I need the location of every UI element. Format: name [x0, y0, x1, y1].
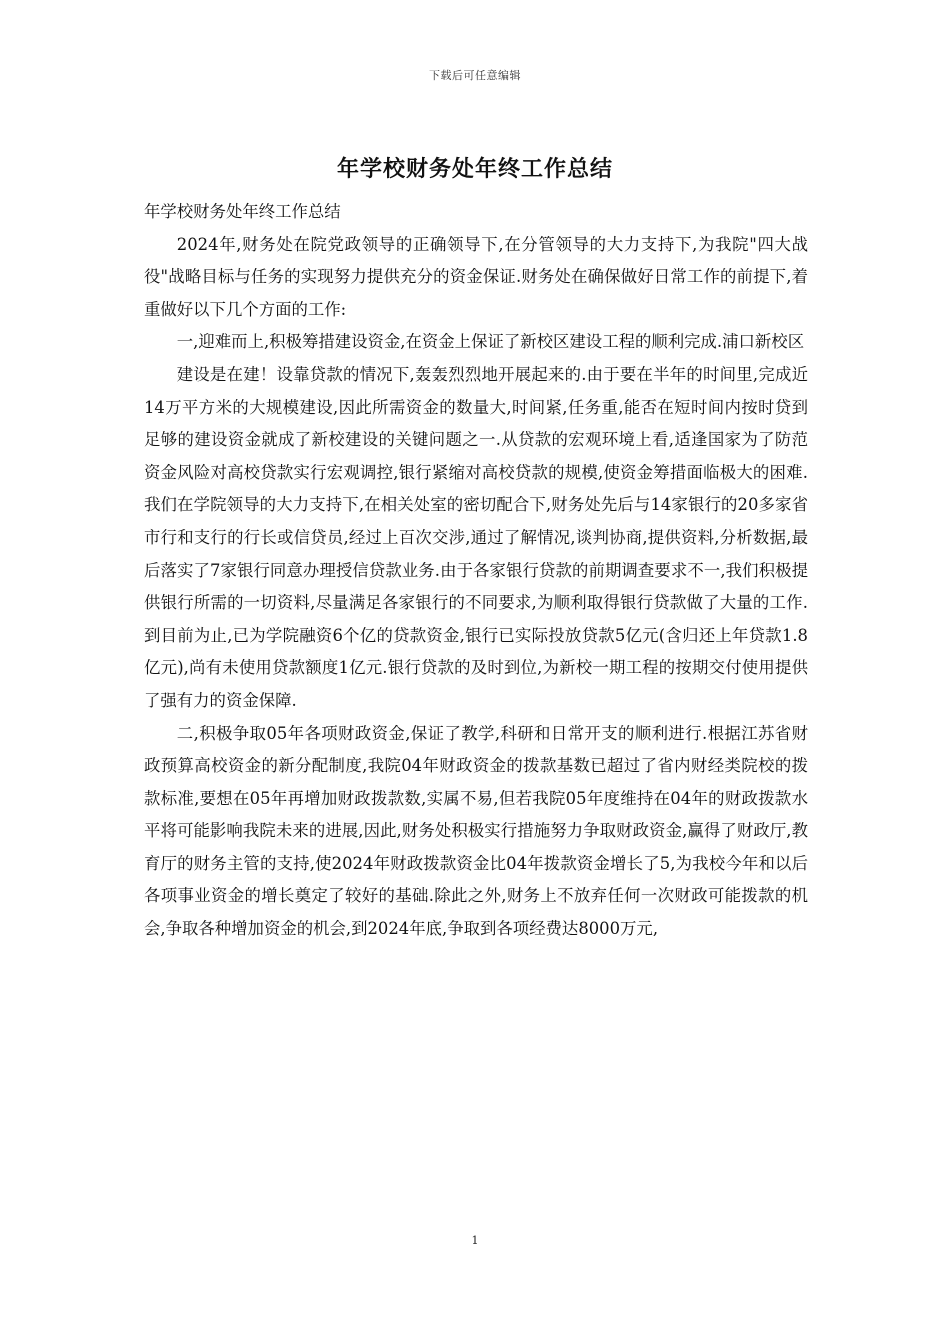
paragraph-section-one-heading: 一,迎难而上,积极筹措建设资金,在资金上保证了新校区建设工程的顺利完成.浦口新校区: [176, 332, 805, 352]
paragraph-section-two: 二,积极争取05年各项财政资金,保证了教学,科研和日常开支的顺利进行.根据江苏省财政预算高校资金的新分配制度,我院04年财政资金的拨款基数已超过了省内财经类院校的拨款标准,要想在05年再增加财政拨款数,实属不易,但若我院05年度维持在04年的财政拨款水平将可能影响我院未来的进展,因此,财务处积极实行措施努力争取财政资金,赢得了财政厅,教育厅的财务主管的支持,使2024年财政拨款资金比04年拨款资金增长了5,为我校今年和以后各项事业资金的增长奠定了较好的基础.除此之外,财务上不放弃任何一次财政可能拨款的机会,争取各种增加资金的机会,到2024年底,争取到各项经费达8000万元,: [144, 723, 808, 939]
document-subtitle: 年学校财务处年终工作总结: [144, 202, 341, 221]
page-header: 下载后可任意编辑: [429, 69, 521, 82]
document-title: 年学校财务处年终工作总结: [336, 156, 613, 182]
document-body: [144, 196, 808, 946]
page-number: 1: [471, 1234, 479, 1247]
paragraph-intro: 2024年,财务处在院党政领导的正确领导下,在分管领导的大力支持下,为我院"四大战役"战略目标与任务的实现努力提供充分的资金保证.财务处在确保做好日常工作的前提下,着重做好以下几个方面的工作:: [144, 234, 808, 319]
paragraph-section-one-body: 建设是在建！设靠贷款的情况下,轰轰烈烈地开展起来的.由于要在半年的时间里,完成近14万平方米的大规模建设,因此所需资金的数量大,时间紧,任务重,能否在短时间内按时贷到足够的建设资金就成了新校建设的关键问题之一.从贷款的宏观环境上看,适逢国家为了防范资金风险对高校贷款实行宏观调控,银行紧缩对高校贷款的规模,使资金筹措面临极大的困难.我们在学院领导的大力支持下,在相关处室的密切配合下,财务处先后与14家银行的20多家省市行和支行的行长或信贷员,经过上百次交涉,通过了解情况,谈判协商,提供资料,分析数据,最后落实了7家银行同意办理授信贷款业务.由于各家银行贷款的前期调查要求不一,我们积极提供银行所需的一切资料,尽量满足各家银行的不同要求,为顺利取得银行贷款做了大量的工作.到目前为止,已为学院融资6个亿的贷款资金,银行已实际投放贷款5亿元(含归还上年贷款1.8亿元),尚有未使用贷款额度1亿元.银行贷款的及时到位,为新校一期工程的按期交付使用提供了强有力的资金保障.: [144, 364, 808, 710]
